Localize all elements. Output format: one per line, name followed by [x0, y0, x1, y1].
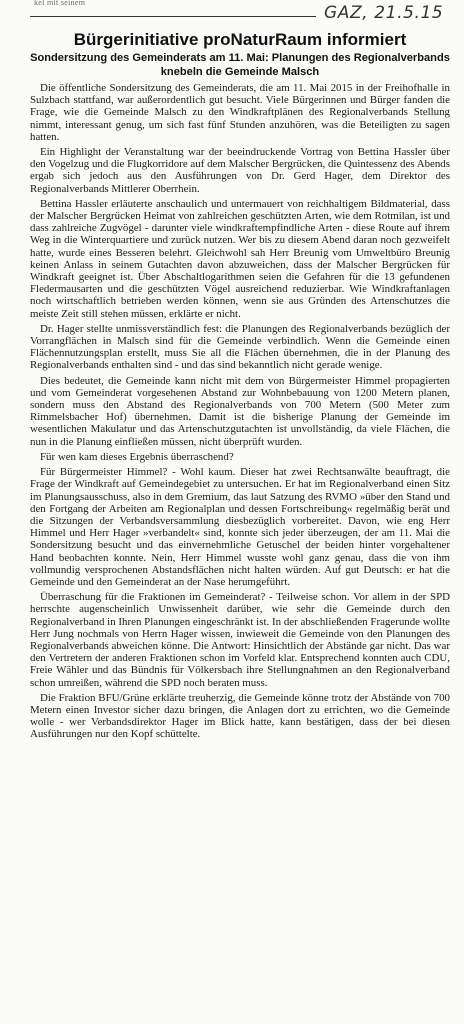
paragraph-4: Dr. Hager stellte unmissverständlich fest: die Planungen des Regionalverbands bezüglich der Vorrangflächen in Malsch sind für die Gemeinde verbindlich. Wenn die Gemeinde einen Flächennutzungsplan erstellt, muss Sie all die Flächen übernehmen, die in der Planung des Regionalverbands enthalten sind - und das sind bekanntlich nicht gerade wenige.: [30, 322, 450, 372]
paragraph-6: Für wen kam dieses Ergebnis überraschend?: [40, 450, 234, 463]
paragraph-5: Dies bedeutet, die Gemeinde kann nicht mit dem von Bürgermeister Himmel propagierten und vom Gemeinderat vorgesehenen Abstand zur Wohnbebauung von 1200 Metern planen, sondern muss den Abstand des Regionalverbands von 700 Metern (500 Meter zum Rimmelsbacher Hof) übernehmen. Damit ist die bisherige Planung der Gemeinde im wesentlichen Makulatur und das Artenschutzgutachten ist unvollständig, da viele Flächen, die nun in die Planung einfließen müssen, nicht überprüft wurden.: [30, 374, 450, 448]
subheadline: Sondersitzung des Gemeinderats am 11. Mai: Planungen des Regionalverbands knebeln die Gemeinde Malsch: [30, 52, 450, 78]
headline: Bürgerinitiative proNaturRaum informiert: [73, 30, 407, 49]
paragraph-9: Die Fraktion BFU/Grüne erklärte treuherzig, die Gemeinde könne trotz der Abstände von 700 Metern einen Investor sicher dazu bringen, die Anlagen dort zu errichten, wo die Gemeinde wolle - wer Verbandsdirektor Hager im Blick hatte, kann bestätigen, dass der bei diesen Ausführungen nur den Kopf schüttelte.: [30, 691, 450, 741]
paragraph-3: Bettina Hassler erläuterte anschaulich und untermauert von reichhaltigem Bildmaterial, dass der Malscher Bergrücken Heimat von zahlreichen geschützten Arten, wie dem Rotmilan, ist und dass zahlreiche Zugvögel - darunter viele windkraftempfindliche Arten - diese Route auf ihrem Weg in die Winterquartiere und zurück nutzen. Wer bis zu diesem Abend daran noch gezweifelt hatte, wurde eines Besseren belehrt. Gleichwohl sah Herr Breunig vom Umweltbüro Breunig keinen Anlass in seinem Gutachten davon abzuweichen, dass der Malscher Bergrücken für Windkraft geeignet ist. Über Abschaltlogarithmen seien die Gefahren für die 13 gefundenen Fledermausarten und die geschützten Vögel ausreichend reduzierbar. Wie Windkraftanlagen noch wirtschaftlich betrieben werden können, wenn sie aus Gründen des Artenschutzes die meiste Zeit still stehen müssen, erklärte er nicht.: [30, 197, 450, 320]
top-rule: [30, 16, 316, 17]
paragraph-2: Ein Highlight der Veranstaltung war der beeindruckende Vortrag von Bettina Hassler über den Vogelzug und die Flugkorridore auf dem Malscher Bergrücken, die Quintessenz des Abends ergab sich jedoch aus den Ausführungen von Dr. Gerd Hager, dem Direktor des Regionalverbands Mittlerer Oberrhein.: [30, 146, 450, 195]
cut-off-previous-text: kel mit seinem: [34, 0, 86, 7]
handwritten-source-note: GAZ, 21.5.15: [324, 3, 444, 23]
article-body: [30, 82, 450, 741]
article: [30, 30, 450, 744]
paragraph-7: Für Bürgermeister Himmel? - Wohl kaum. Dieser hat zwei Rechtsanwälte beauftragt, die Frage der Windkraft auf Gemeindegebiet zu untersuchen. Er hat im Regionalverband einen Sitz im Planungsausschuss, also in dem Gremium, das laut Satzung des RVMO »über den Stand und den Fortgang der Arbeiten am Regionalplan und dessen Fortschreibung« regelmäßig berät und die Sitzungen der Verbandsversammlung diesbezüglich vorbereitet. Davon, wie eng Herr Himmel und Herr Hager »verbandelt« sind, konnte sich jeder überzeugen, der am 11. Mai die Sondersitzung besucht und das einvernehmliche Getuschel der beiden hinter vorgehaltener Hand beobachten konnte. Nein, Herr Himmel wusste wohl ganz genau, dass die von ihm vollmundig versprochenen Abstandsflächen nicht halten würden. Auf gut Deutsch: er hat die Gemeinde und den Gemeinderat an der Nase herumgeführt.: [30, 466, 450, 588]
paragraph-8: Überraschung für die Fraktionen im Gemeinderat? - Teilweise schon. Vor allem in der SPD herrschte augenscheinlich Unwissenheit darüber, wie sehr die Gemeinde durch den Regionalverband in Ihren Planungen eingeschränkt ist. In der abschließenden Fragerunde wollte Herr Jung nochmals von Herrn Hager wissen, inwieweit die Gemeinde von den Planungen des Regionalverbands abweichen könne. Die Antwort: Hinsichtlich der Abstände gar nicht. Das war den Vertretern der anderen Fraktionen schon im Vorfeld klar. Entsprechend konnten auch CDU, Freie Wähler und das Bündnis für Völkersbach ihre Stellungnahmen an den Regionalverband schon umreißen, während die SPD noch beraten muss.: [30, 591, 450, 689]
paragraph-1: Die öffentliche Sondersitzung des Gemeinderats, die am 11. Mai 2015 in der Freihofhalle in Sulzbach stattfand, war außerordentlich gut besucht. Viele Bürgerinnen und Bürger fanden die Frage, wie die Gemeinde Malsch zu den Windkraftplänen des Regionalverbands Stellung nimmt, interessant genug, um sich fast fünf Stunden anzuhören, was die Beteiligten zu sagen hatten.: [30, 82, 450, 143]
